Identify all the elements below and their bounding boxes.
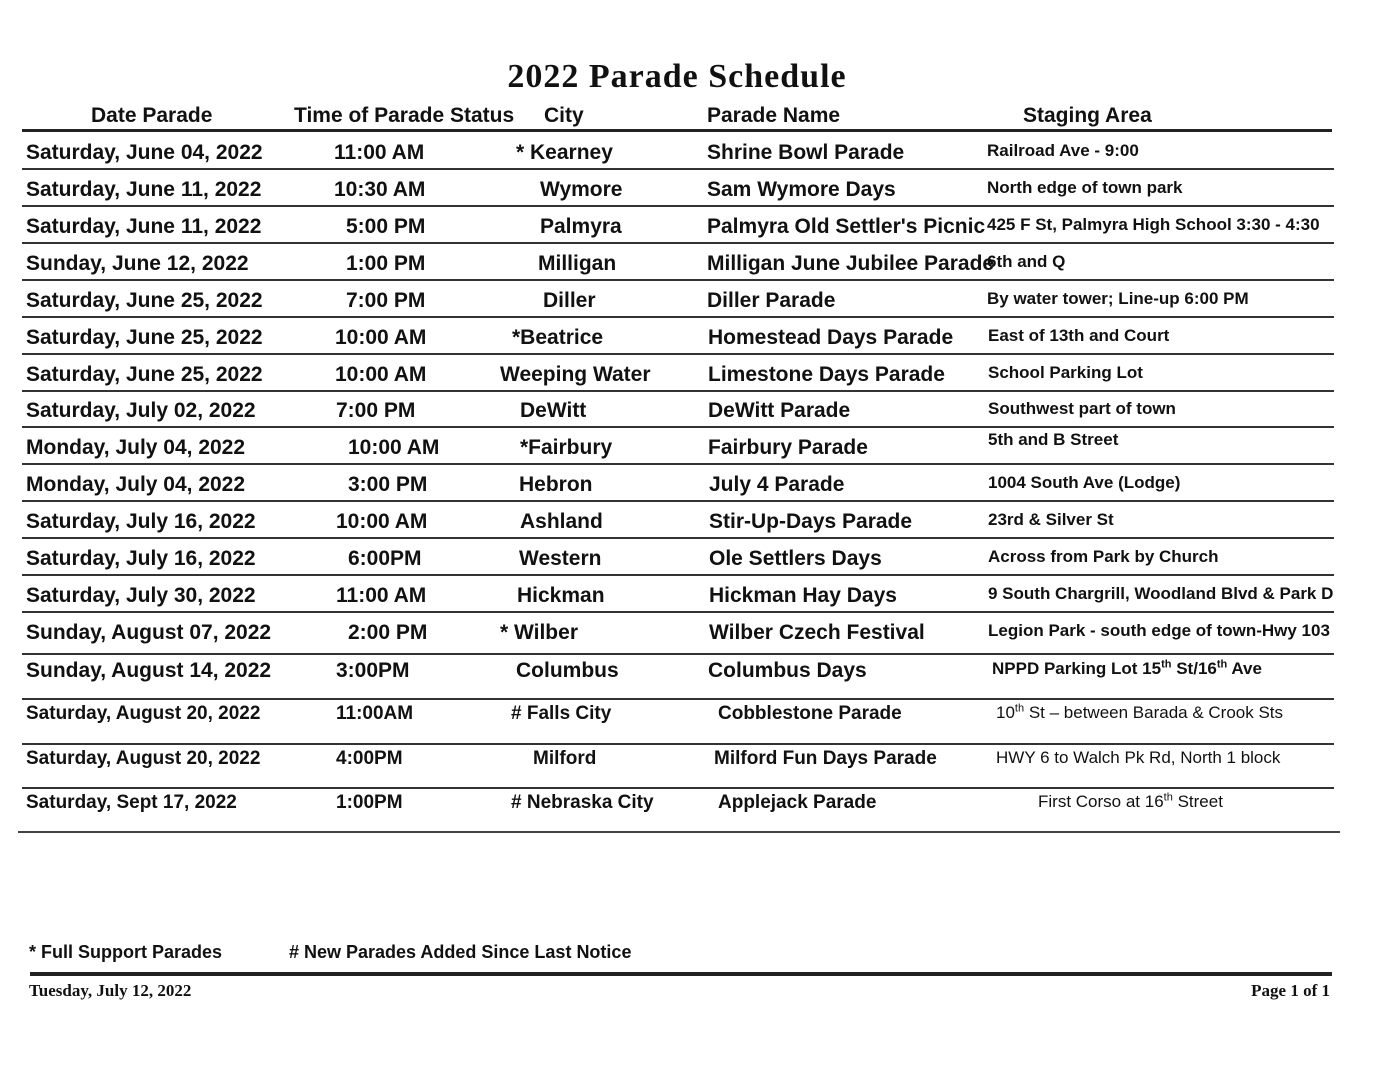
footer-divider [30,972,1332,976]
cell-date: Saturday, July 16, 2022 [26,510,256,533]
row-divider [22,426,1334,428]
header-divider [22,129,1332,132]
cell-parade-name: Limestone Days Parade [708,363,945,386]
legend-new-parades: # New Parades Added Since Last Notice [289,942,632,962]
cell-city: Wymore [540,178,623,201]
cell-date: Saturday, June 11, 2022 [26,178,262,201]
cell-staging: By water tower; Line-up 6:00 PM [987,289,1249,308]
row-divider [22,390,1334,392]
cell-date: Saturday, June 04, 2022 [26,141,263,164]
cell-city: *Beatrice [512,326,604,349]
cell-staging: NPPD Parking Lot 15th St/16th Ave [992,658,1262,678]
cell-staging: 5th and B Street [988,430,1119,449]
cell-date: Saturday, August 20, 2022 [26,703,261,724]
row-divider [22,242,1334,244]
cell-parade-name: Homestead Days Parade [708,326,954,349]
row-divider [22,743,1334,745]
cell-date: Monday, July 04, 2022 [26,436,246,459]
header-time-status: Time of Parade Status [294,104,515,127]
cell-time: 10:00 AM [348,436,440,459]
cell-staging: HWY 6 to Walch Pk Rd, North 1 block [996,748,1281,767]
cell-city: *Fairbury [520,436,613,459]
header-parade-name: Parade Name [707,104,841,127]
row-divider [22,353,1334,355]
cell-parade-name: Ole Settlers Days [709,547,882,570]
cell-date: Saturday, June 25, 2022 [26,326,263,349]
cell-parade-name: Diller Parade [707,289,836,312]
cell-time: 5:00 PM [346,215,426,238]
cell-time: 4:00PM [336,748,403,769]
cell-city: Columbus [516,659,619,682]
cell-staging: 9 South Chargrill, Woodland Blvd & Park D [988,584,1334,603]
cell-city: * Wilber [500,621,578,644]
cell-time: 7:00 PM [346,289,426,312]
row-divider [22,279,1334,281]
cell-parade-name: July 4 Parade [709,473,845,496]
cell-time: 10:00 AM [336,510,428,533]
cell-parade-name: Fairbury Parade [708,436,868,459]
cell-time: 10:00 AM [335,363,427,386]
cell-staging: Southwest part of town [988,399,1176,418]
cell-staging: North edge of town park [987,178,1183,197]
footer-date: Tuesday, July 12, 2022 [29,981,192,1000]
cell-parade-name: Palmyra Old Settler's Picnic [707,215,986,238]
cell-staging: Railroad Ave - 9:00 [987,141,1139,160]
cell-parade-name: Shrine Bowl Parade [707,141,905,164]
row-divider [22,168,1334,170]
header-date: Date Parade [91,104,213,127]
row-divider [22,500,1334,502]
cell-staging: 425 F St, Palmyra High School 3:30 - 4:30 [987,215,1320,234]
cell-parade-name: Columbus Days [708,659,867,682]
header-staging-area: Staging Area [1023,104,1152,127]
cell-city: Palmyra [540,215,622,238]
cell-city: # Falls City [511,703,612,724]
cell-time: 11:00 AM [334,141,425,164]
cell-staging: Across from Park by Church [988,547,1219,566]
cell-time: 10:30 AM [334,178,426,201]
cell-time: 3:00PM [336,659,410,682]
cell-parade-name: Wilber Czech Festival [709,621,925,644]
footer-page-number: Page 1 of 1 [1251,981,1330,1000]
cell-staging: 10th St – between Barada & Crook Sts [996,702,1284,722]
cell-staging: School Parking Lot [988,363,1143,382]
cell-city: Milford [533,748,597,769]
cell-date: Saturday, June 25, 2022 [26,289,263,312]
row-divider [22,205,1334,207]
cell-parade-name: Milford Fun Days Parade [714,748,937,769]
row-divider [22,574,1334,576]
cell-date: Saturday, August 20, 2022 [26,748,261,769]
cell-time: 2:00 PM [348,621,428,644]
cell-date: Monday, July 04, 2022 [26,473,246,496]
cell-city: DeWitt [520,399,587,422]
cell-parade-name: DeWitt Parade [708,399,851,422]
row-divider [22,787,1334,789]
cell-date: Saturday, July 02, 2022 [26,399,256,422]
row-divider [22,537,1334,539]
cell-staging: Legion Park - south edge of town-Hwy 103 [988,621,1330,640]
cell-date: Sunday, June 12, 2022 [26,252,249,275]
cell-time: 1:00PM [336,792,403,813]
row-divider [22,653,1334,655]
row-divider [22,463,1334,465]
cell-time: 3:00 PM [348,473,428,496]
cell-date: Saturday, Sept 17, 2022 [26,792,237,813]
cell-time: 1:00 PM [346,252,426,275]
cell-parade-name: Sam Wymore Days [707,178,896,201]
cell-staging: 6th and Q [987,252,1066,271]
cell-staging: First Corso at 16th Street [1038,791,1223,811]
cell-parade-name: Milligan June Jubilee Parade [707,252,995,275]
cell-city: # Nebraska City [511,792,654,813]
table-bottom-divider [18,831,1340,833]
cell-city: Milligan [538,252,617,275]
cell-parade-name: Hickman Hay Days [709,584,897,607]
page-title: 2022 Parade Schedule [507,58,847,95]
cell-time: 10:00 AM [335,326,427,349]
row-divider [22,316,1334,318]
cell-date: Saturday, July 30, 2022 [26,584,256,607]
row-divider [22,698,1334,700]
cell-time: 11:00AM [336,703,414,724]
row-divider [22,611,1334,613]
cell-staging: 23rd & Silver St [988,510,1114,529]
cell-time: 7:00 PM [336,399,416,422]
cell-city: * Kearney [516,141,613,164]
cell-parade-name: Stir-Up-Days Parade [709,510,913,533]
header-city: City [544,104,584,127]
cell-staging: 1004 South Ave (Lodge) [988,473,1181,492]
legend-full-support: * Full Support Parades [29,942,223,962]
cell-date: Saturday, July 16, 2022 [26,547,256,570]
cell-city: Hebron [519,473,593,496]
cell-city: Diller [543,289,596,312]
cell-date: Saturday, June 25, 2022 [26,363,263,386]
cell-city: Ashland [520,510,603,533]
cell-date: Sunday, August 14, 2022 [26,659,272,682]
cell-city: Weeping Water [500,363,651,386]
cell-date: Sunday, August 07, 2022 [26,621,272,644]
cell-city: Western [519,547,602,570]
cell-staging: East of 13th and Court [988,326,1170,345]
cell-parade-name: Cobblestone Parade [718,703,902,724]
cell-city: Hickman [517,584,605,607]
cell-parade-name: Applejack Parade [718,792,877,813]
cell-time: 11:00 AM [336,584,427,607]
cell-time: 6:00PM [348,547,422,570]
cell-date: Saturday, June 11, 2022 [26,215,262,238]
